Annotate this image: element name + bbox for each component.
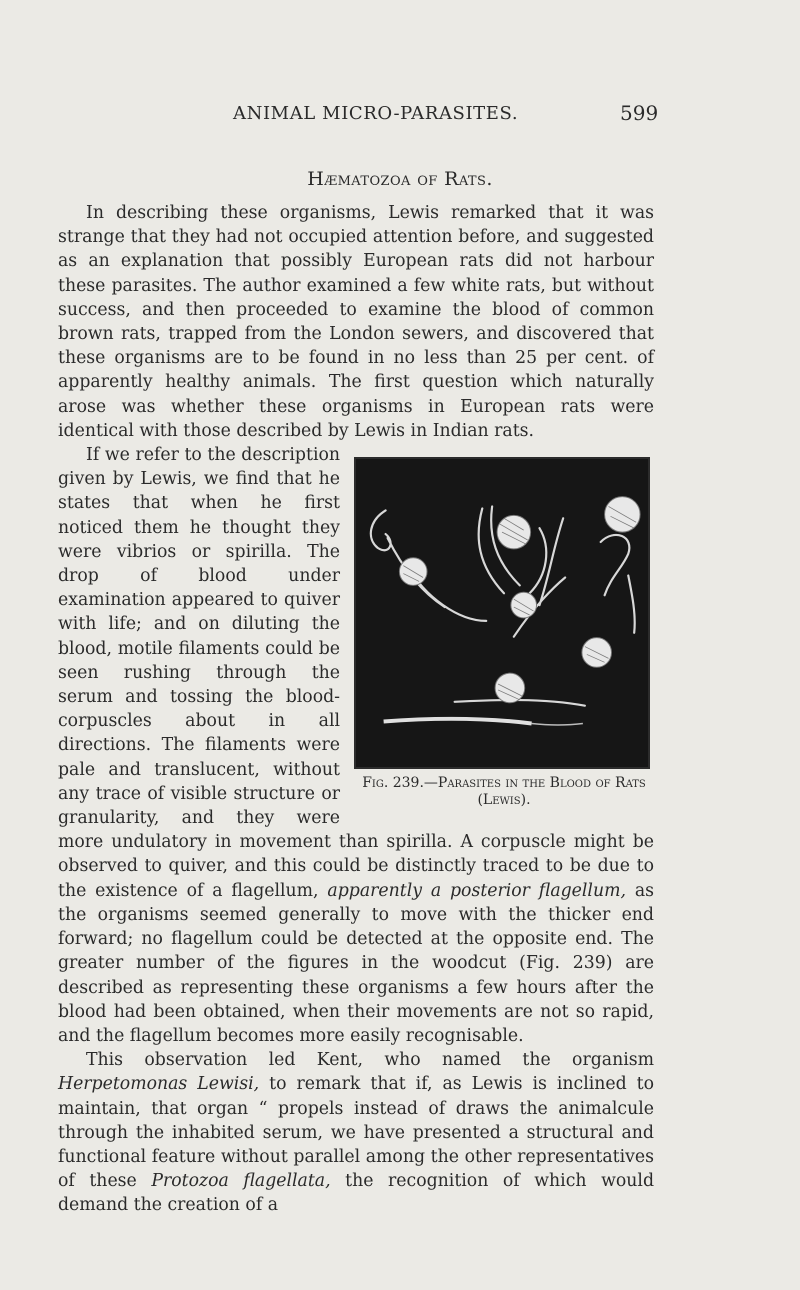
paragraph-2-text-cont: as the organisms seemed generally to move with the thicker end forward; no flagellum could be detected at the opposite end. The greater number of the figures in the woodcut (Fig. 239) are described as representing these organisms a few hours after the blood had been obtained, when their movements are not so rapid, and the flagellum becomes more easily recognisable. bbox=[58, 880, 655, 1046]
paragraph-2-text: If we refer to the description given by Lewis, we find that he states that when he first noticed them he thought they were vibrios or spirilla. The drop of blood under examination appeared to quiver with life; and on diluting the blood, motile filaments could be seen rushing through the serum and tossing the blood-corpuscles about in all directions. The filaments were pale and translucent, without any trace of visible structure or granularity, and they were more undulatory in movement than spirilla. A corpuscle might be observed to quiver, and this could be distinctly traced to be due to the existence of a flagellum, bbox=[58, 445, 654, 901]
taxon-name: Protozoa flagellata, bbox=[151, 1171, 331, 1192]
paragraph-2 bbox=[58, 443, 654, 1048]
woodcut-image bbox=[354, 457, 650, 769]
paragraph-3-text-cont: to remark that if, as Lewis is inclined to maintain, that organ “ propels instead of draws the animalcule through the inhabited serum, we have presented a structural and functional feature without parallel among the other representatives of these bbox=[58, 1074, 654, 1192]
species-name: Herpetomonas Lewisi, bbox=[58, 1074, 260, 1095]
paragraph-3 bbox=[58, 1048, 654, 1217]
paragraph-1: In describing these organisms, Lewis remarked that it was strange that they had not occupied attention before, and suggested as an explanation that possibly European rats did not harbour these parasites. The author examined a few white rats, but without success, and then proceeded to examine the blood of common brown rats, trapped from the London sewers, and discovered that these organisms are to be found in no less than 25 per cent. of apparently healthy animals. The first question which naturally arose was whether these organisms in European rats were identical with those described by Lewis in Indian rats. bbox=[58, 203, 654, 441]
body-text bbox=[58, 201, 654, 1218]
figure-239 bbox=[354, 457, 654, 809]
section-title: Hæmatozoa of Rats. bbox=[307, 168, 493, 190]
parasites-woodcut-illustration bbox=[356, 459, 648, 767]
running-title: ANIMAL MICRO-PARASITES. bbox=[233, 103, 519, 124]
figure-caption: Fig. 239.—Parasites in the Blood of Rats (Lewis). bbox=[362, 775, 646, 809]
page-header bbox=[0, 103, 800, 133]
page-number: 599 bbox=[620, 101, 659, 125]
paragraph-3-text: This observation led Kent, who named the organism bbox=[86, 1050, 654, 1071]
paragraph-3-text-end: the recognition of which would demand the creation of a bbox=[58, 1171, 655, 1216]
paragraph-2-emphasis: apparently a posterior flagellum, bbox=[327, 880, 626, 901]
